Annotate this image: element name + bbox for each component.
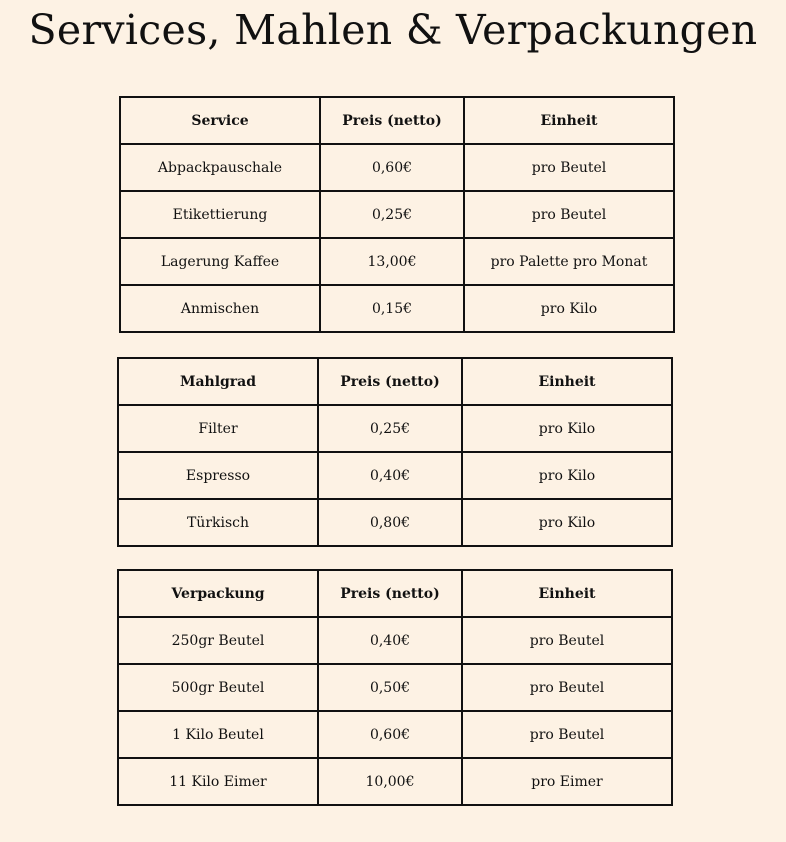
table-row bbox=[118, 758, 672, 805]
table-cell: 0,50€ bbox=[318, 664, 462, 711]
table-cell: Türkisch bbox=[118, 499, 318, 546]
table-cell: pro Kilo bbox=[464, 285, 674, 332]
table-row bbox=[118, 499, 672, 546]
table-row bbox=[120, 238, 674, 285]
table-cell: 13,00€ bbox=[320, 238, 464, 285]
table-cell: 0,15€ bbox=[320, 285, 464, 332]
table-row bbox=[120, 144, 674, 191]
table-cell: 0,25€ bbox=[320, 191, 464, 238]
table-cell: 0,80€ bbox=[318, 499, 462, 546]
column-header: Einheit bbox=[464, 97, 674, 144]
table-cell: Etikettierung bbox=[120, 191, 320, 238]
table-cell: 1 Kilo Beutel bbox=[118, 711, 318, 758]
table-cell: Espresso bbox=[118, 452, 318, 499]
table-cell: Filter bbox=[118, 405, 318, 452]
table-cell: Lagerung Kaffee bbox=[120, 238, 320, 285]
table-cell: 500gr Beutel bbox=[118, 664, 318, 711]
table-cell: pro Beutel bbox=[462, 664, 672, 711]
table-cell: pro Kilo bbox=[462, 499, 672, 546]
table-row bbox=[118, 711, 672, 758]
column-header: Einheit bbox=[462, 358, 672, 405]
column-header: Preis (netto) bbox=[320, 97, 464, 144]
table-cell: pro Kilo bbox=[462, 405, 672, 452]
column-header: Verpackung bbox=[118, 570, 318, 617]
grind-table bbox=[117, 357, 673, 547]
column-header: Einheit bbox=[462, 570, 672, 617]
table-row bbox=[118, 617, 672, 664]
column-header: Service bbox=[120, 97, 320, 144]
table-cell: 11 Kilo Eimer bbox=[118, 758, 318, 805]
table-cell: pro Beutel bbox=[462, 617, 672, 664]
table-cell: pro Palette pro Monat bbox=[464, 238, 674, 285]
table-cell: pro Beutel bbox=[464, 144, 674, 191]
table-cell: 0,60€ bbox=[318, 711, 462, 758]
table-cell: 10,00€ bbox=[318, 758, 462, 805]
table-cell: pro Beutel bbox=[464, 191, 674, 238]
table-cell: 250gr Beutel bbox=[118, 617, 318, 664]
table-cell: 0,40€ bbox=[318, 452, 462, 499]
packaging-table bbox=[117, 569, 673, 806]
table-cell: Anmischen bbox=[120, 285, 320, 332]
table-header-row bbox=[118, 570, 672, 617]
table-cell: pro Eimer bbox=[462, 758, 672, 805]
table-cell: pro Beutel bbox=[462, 711, 672, 758]
table-row bbox=[120, 285, 674, 332]
table-row bbox=[118, 405, 672, 452]
services-table bbox=[119, 96, 675, 333]
table-row bbox=[120, 191, 674, 238]
table-header-row bbox=[118, 358, 672, 405]
table-header-row bbox=[120, 97, 674, 144]
table-cell: Abpackpauschale bbox=[120, 144, 320, 191]
table-cell: pro Kilo bbox=[462, 452, 672, 499]
column-header: Preis (netto) bbox=[318, 570, 462, 617]
table-cell: 0,60€ bbox=[320, 144, 464, 191]
column-header: Preis (netto) bbox=[318, 358, 462, 405]
table-row bbox=[118, 452, 672, 499]
table-row bbox=[118, 664, 672, 711]
table-cell: 0,25€ bbox=[318, 405, 462, 452]
column-header: Mahlgrad bbox=[118, 358, 318, 405]
table-cell: 0,40€ bbox=[318, 617, 462, 664]
page-title: Services, Mahlen & Verpackungen bbox=[28, 6, 758, 54]
